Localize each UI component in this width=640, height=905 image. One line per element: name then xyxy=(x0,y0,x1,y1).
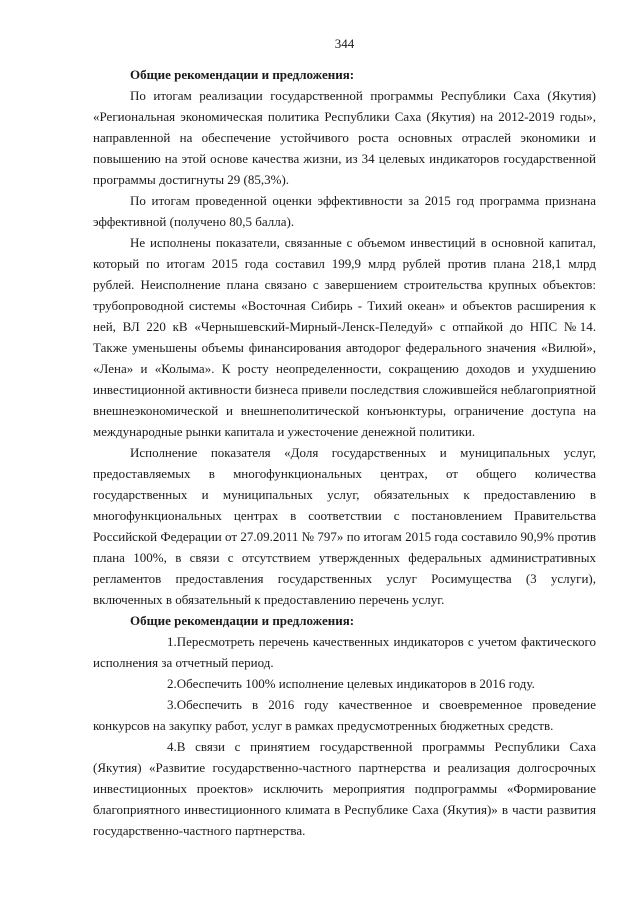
list-item xyxy=(93,631,596,673)
list-item-number: 2. xyxy=(167,676,177,691)
list-item xyxy=(93,694,596,736)
list-item-number: 4. xyxy=(167,739,177,754)
paragraph-mfc-services: Исполнение показателя «Доля государственных и муниципальных услуг, предоставляемых в многофункциональных центрах, от общего количества государственных и муниципальных услуг, обязательных к предоставлению в многофункциональных центрах в соответствии с постановлением Правительства Российской Федерации от 27.09.2011 № 797» по итогам 2015 года составило 90,9% против плана 100%, в связи с отсутствием утвержденных федеральных административных регламентов предоставления государственных услуг Росимущества (3 услуги), включенных в обязательный к предоставлению перечень услуг. xyxy=(93,445,596,607)
list-item-number: 1. xyxy=(167,634,177,649)
list-item-text: Пересмотреть перечень качественных индикаторов с учетом фактического исполнения за отчетный период. xyxy=(93,634,596,670)
section-heading-general-recommendations: Общие рекомендации и предложения: xyxy=(130,67,355,82)
paragraph-efficiency-assessment: По итогам проведенной оценки эффективности за 2015 год программа признана эффективной (получено 80,5 балла). xyxy=(93,193,596,229)
list-item xyxy=(93,673,596,694)
page-number: 344 xyxy=(334,36,355,51)
paragraph-program-results: По итогам реализации государственной программы Республики Саха (Якутия) «Региональная экономическая политика Республики Саха (Якутия) на 2012-2019 годы», направленной на обеспечение устойчивого роста основных отраслей экономики и повышению на этой основе качества жизни, из 34 целевых индикаторов государственной программы достигнуты 29 (85,3%). xyxy=(93,88,596,187)
section-heading-recommendations-list: Общие рекомендации и предложения: xyxy=(130,613,355,628)
paragraph-investment-indicators: Не исполнены показатели, связанные с объемом инвестиций в основной капитал, который по итогам 2015 года составил 199,9 млрд рублей против плана 218,1 млрд рублей. Неисполнение плана связано с завершением строительства крупных объектов: трубопроводной системы «Восточная Сибирь - Тихий океан» и объектов расширения к ней, ВЛ 220 кВ «Чернышевский-Мирный-Ленск-Пеледуй» с отпайкой до НПС №14. Также уменьшены объемы финансирования автодорог федерального значения «Вилюй», «Лена» и «Колыма». К росту неопределенности, сокращению доходов и ухудшению инвестиционной активности бизнеса привели последствия сложившейся неблагоприятной внешнеэкономической и внешнеполитической конъюнктуры, ограничение доступа на международные рынки капитала и ужесточение денежной политики. xyxy=(93,235,596,439)
list-item-text: Обеспечить в 2016 году качественное и своевременное проведение конкурсов на закупку работ, услуг в рамках предусмотренных бюджетных средств. xyxy=(93,697,596,733)
list-item xyxy=(93,736,596,841)
list-item-text: Обеспечить 100% исполнение целевых индикаторов в 2016 году. xyxy=(176,676,535,691)
document-page xyxy=(93,36,596,841)
list-item-text: В связи с принятием государственной программы Республики Саха (Якутия) «Развитие государственно-частного партнерства и реализация долгосрочных инвестиционных проектов» исключить мероприятия подпрограммы «Формирование благоприятного инвестиционного климата в Республике Саха (Якутия)» в части развития государственно-частного партнерства. xyxy=(93,739,596,838)
list-item-number: 3. xyxy=(167,697,177,712)
